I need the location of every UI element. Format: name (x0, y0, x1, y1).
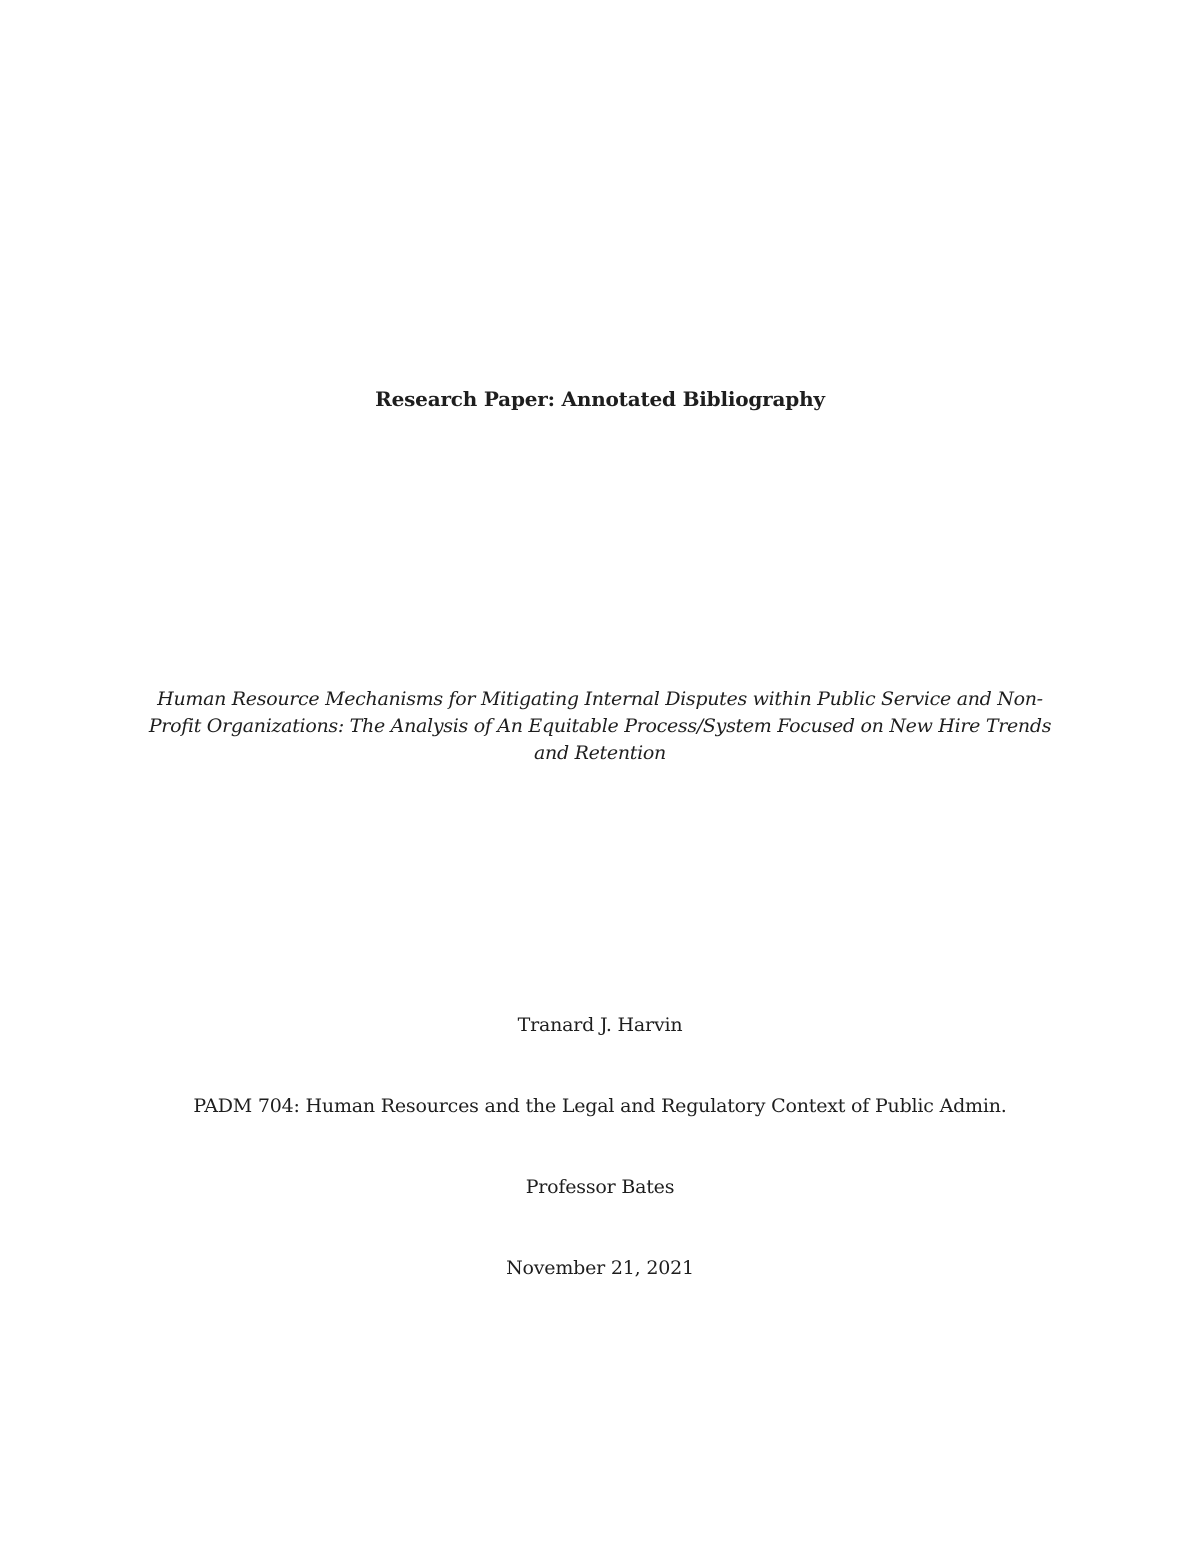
paper-heading: Research Paper: Annotated Bibliography (375, 387, 825, 411)
subtitle-line-3: and Retention (534, 742, 666, 764)
author-name: Tranard J. Harvin (517, 1014, 683, 1036)
subtitle-line-1: Human Resource Mechanisms for Mitigating Internal Disputes within Public Service and Non- (157, 688, 1043, 710)
course-name: PADM 704: Human Resources and the Legal and Regulatory Context of Public Admin. (193, 1095, 1007, 1117)
professor-name: Professor Bates (525, 1176, 675, 1198)
submission-date: November 21, 2021 (506, 1257, 694, 1279)
subtitle-line-2: Profit Organizations: The Analysis of An Equitable Process/System Focused on New Hire Trends (148, 715, 1052, 737)
paper-subtitle (130, 686, 1070, 767)
